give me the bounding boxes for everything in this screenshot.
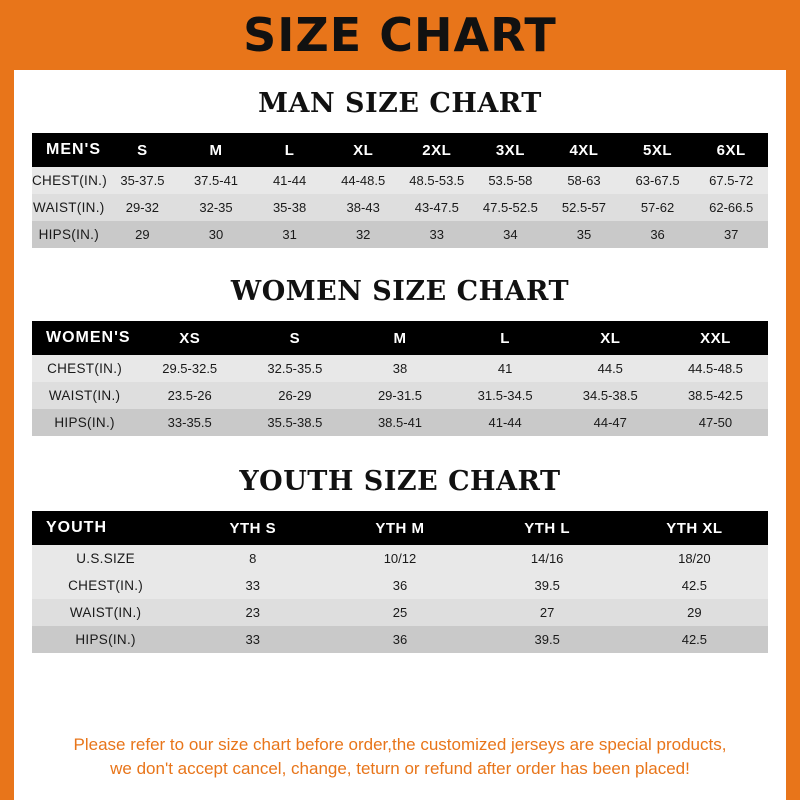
man-cell: 32 — [355, 227, 371, 242]
man-cell: 37.5-41 — [193, 173, 239, 188]
man-row-label: CHEST(IN.) — [32, 173, 107, 188]
youth-cell: 33 — [245, 578, 261, 593]
youth-table-body — [32, 545, 768, 653]
man-cell: 32-35 — [199, 200, 233, 215]
youth-col-header: YTH S — [229, 519, 277, 537]
women-col-header: L — [500, 329, 510, 347]
man-cell: 52.5-57 — [561, 200, 606, 215]
youth-cell: 36 — [392, 632, 408, 647]
women-row-label: HIPS(IN.) — [54, 415, 115, 430]
youth-row-label: U.S.SIZE — [76, 551, 135, 566]
women-cell: 23.5-26 — [167, 388, 212, 403]
man-cell: 53.5-58 — [488, 173, 533, 188]
women-row-label: WAIST(IN.) — [48, 388, 121, 403]
man-cell: 38-43 — [346, 200, 380, 215]
man-cell: 47.5-52.5 — [482, 200, 538, 215]
youth-col-header: YTH M — [375, 519, 425, 537]
women-col-header: S — [289, 329, 301, 347]
man-cell: 31 — [282, 227, 297, 242]
man-cell: 29 — [135, 227, 150, 242]
women-cell: 29-31.5 — [377, 388, 423, 403]
order-policy-note — [28, 733, 772, 782]
women-cell: 44.5-48.5 — [687, 361, 743, 376]
women-col-header: XS — [179, 329, 201, 347]
women-cell: 26-29 — [278, 388, 312, 403]
table-row — [32, 626, 768, 653]
women-cell: 29.5-32.5 — [162, 361, 218, 376]
man-cell: 35 — [576, 227, 592, 242]
women-table-body — [32, 355, 768, 436]
man-cell: 67.5-72 — [709, 173, 754, 188]
man-table-body — [32, 167, 768, 248]
women-col-header: XL — [600, 329, 621, 347]
table-header-row — [32, 133, 768, 167]
man-cell: 34 — [503, 227, 518, 242]
man-cell: 43-47.5 — [414, 200, 459, 215]
man-cell: 63-67.5 — [635, 173, 680, 188]
youth-cell: 14/16 — [530, 551, 564, 566]
women-chart-wrap — [14, 321, 786, 436]
youth-cell: 42.5 — [681, 578, 708, 593]
youth-size-table — [32, 511, 768, 653]
man-cell: 37 — [723, 227, 739, 242]
youth-cell: 8 — [249, 551, 257, 566]
man-cell: 35-37.5 — [120, 173, 165, 188]
women-cell: 44-47 — [593, 415, 627, 430]
man-col-header: 4XL — [569, 141, 599, 159]
table-header-row — [32, 321, 768, 355]
man-cell: 30 — [208, 227, 224, 242]
man-row-label: WAIST(IN.) — [33, 200, 105, 215]
man-cell: 41-44 — [272, 173, 307, 188]
man-col-header: L — [284, 141, 295, 159]
youth-section-title: YOUTH SIZE CHART — [239, 466, 561, 497]
women-table-header — [32, 321, 768, 355]
youth-row-label: CHEST(IN.) — [68, 578, 144, 593]
youth-cell: 33 — [245, 632, 261, 647]
women-cell: 34.5-38.5 — [582, 388, 638, 403]
women-cell: 47-50 — [698, 415, 733, 430]
table-row — [32, 382, 768, 409]
women-cell: 35.5-38.5 — [267, 415, 323, 430]
man-cell: 57-62 — [640, 200, 675, 215]
women-cell: 41-44 — [488, 415, 522, 430]
youth-cell: 25 — [392, 605, 408, 620]
man-row-label: HIPS(IN.) — [38, 227, 100, 242]
man-cell: 33 — [429, 227, 444, 242]
man-size-table — [32, 133, 768, 248]
order-policy-note-line-1: Please refer to our size chart before order,the customized jerseys are special products, — [73, 734, 727, 754]
women-cell: 32.5-35.5 — [267, 361, 323, 376]
page-title: SIZE CHART — [243, 8, 557, 62]
man-cell: 29-32 — [125, 200, 160, 215]
man-col-header: S — [137, 141, 148, 159]
man-cell: 44-48.5 — [341, 173, 386, 188]
man-row-label-header: MEN'S — [46, 141, 102, 158]
man-col-header: 5XL — [643, 141, 673, 159]
women-cell: 38 — [392, 361, 408, 376]
man-cell: 36 — [650, 227, 665, 242]
table-row — [32, 355, 768, 382]
man-col-header: 2XL — [422, 141, 452, 159]
youth-cell: 29 — [687, 605, 702, 620]
table-row — [32, 194, 768, 221]
youth-row-label: WAIST(IN.) — [69, 605, 142, 620]
header-banner — [0, 0, 800, 70]
man-table-header — [32, 133, 768, 167]
women-row-label: CHEST(IN.) — [47, 361, 123, 376]
table-row — [32, 572, 768, 599]
youth-cell: 39.5 — [534, 632, 560, 647]
table-header-row — [32, 511, 768, 545]
youth-table-header — [32, 511, 768, 545]
women-section-title: WOMEN SIZE CHART — [230, 276, 570, 307]
women-cell: 33-35.5 — [167, 415, 212, 430]
table-row — [32, 221, 768, 248]
youth-cell: 10/12 — [383, 551, 417, 566]
youth-col-header: YTH XL — [666, 519, 723, 537]
women-row-label-header: WOMEN'S — [46, 329, 131, 346]
man-cell: 58-63 — [567, 173, 601, 188]
man-col-header: M — [209, 141, 223, 159]
youth-row-label-header: YOUTH — [46, 519, 107, 536]
man-section-title: MAN SIZE CHART — [258, 88, 542, 119]
youth-cell: 23 — [245, 605, 261, 620]
table-row — [32, 599, 768, 626]
man-col-header: 6XL — [716, 141, 746, 159]
table-row — [32, 167, 768, 194]
youth-cell: 42.5 — [681, 632, 708, 647]
youth-row-label: HIPS(IN.) — [75, 632, 136, 647]
women-cell: 41 — [497, 361, 513, 376]
man-col-header: 3XL — [495, 141, 525, 159]
man-col-header: XL — [353, 141, 374, 159]
women-size-table — [32, 321, 768, 436]
women-cell: 31.5-34.5 — [477, 388, 533, 403]
women-col-header: XXL — [700, 329, 731, 347]
youth-cell: 39.5 — [534, 578, 560, 593]
youth-chart-wrap — [14, 511, 786, 653]
women-cell: 38.5-42.5 — [687, 388, 743, 403]
man-cell: 35-38 — [272, 200, 307, 215]
women-cell: 38.5-41 — [377, 415, 423, 430]
youth-cell: 27 — [539, 605, 555, 620]
man-cell: 48.5-53.5 — [409, 173, 465, 188]
man-cell: 62-66.5 — [709, 200, 754, 215]
order-policy-note-line-2: we don't accept cancel, change, teturn or refund after order has been placed! — [110, 759, 690, 779]
man-chart-wrap — [14, 133, 786, 248]
women-cell: 44.5 — [597, 361, 623, 376]
youth-cell: 36 — [392, 578, 408, 593]
youth-cell: 18/20 — [678, 551, 711, 566]
women-col-header: M — [393, 329, 407, 347]
table-row — [32, 409, 768, 436]
table-row — [32, 545, 768, 572]
youth-col-header: YTH L — [524, 519, 571, 537]
